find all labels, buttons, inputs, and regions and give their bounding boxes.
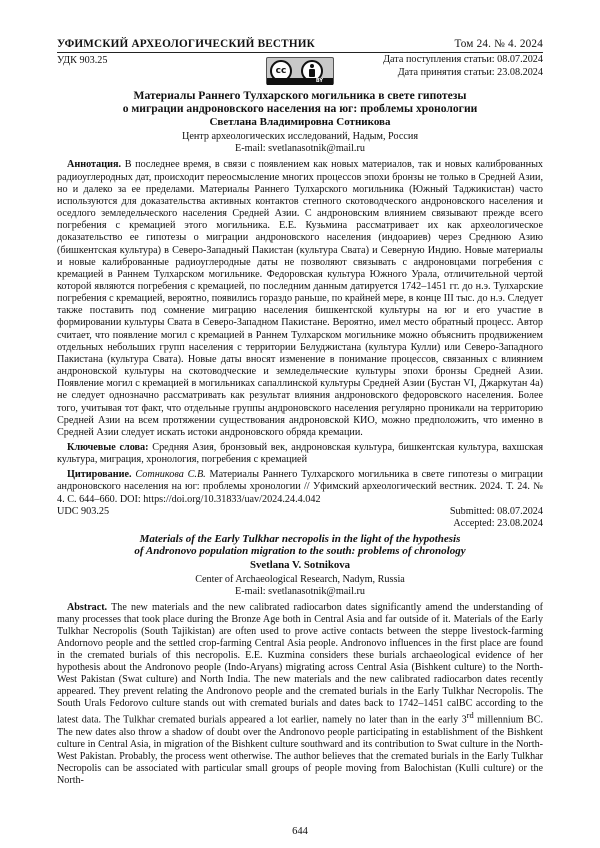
keywords-ru — [57, 442, 543, 466]
submitted-date: Submitted: 08.07.2024 — [449, 505, 543, 517]
citation-author: Сотникова С.В. — [135, 469, 206, 481]
page-number: 644 — [292, 826, 308, 837]
abstract-label: Аннотация. — [67, 159, 122, 171]
title-line: Материалы Раннего Тулхарского могильника в свете гипотезы — [133, 89, 467, 102]
title-line: of Andronovo population migration to the south: problems of chronology — [134, 545, 466, 558]
keywords-text: Средняя Азия, бронзовый век, андроновская культура, бишкентская культура, вахшская культура, миграция, хронология, погребения с кремацией — [57, 442, 544, 466]
abstract-label: Abstract. — [67, 602, 108, 614]
superscript-rd: rd — [466, 711, 474, 721]
udk-code: УДК 903.25 — [57, 55, 108, 66]
affiliation-text: Центр археологических исследований, Надым, Россия — [181, 131, 419, 142]
affiliation-ru — [57, 131, 543, 155]
meta-ru — [57, 53, 543, 87]
author-email[interactable]: E-mail: svetlanasotnik@mail.ru — [235, 143, 365, 155]
article-dates — [383, 54, 543, 79]
affiliation-en — [57, 574, 543, 598]
cc-by-license-badge[interactable] — [266, 57, 334, 85]
meta-en — [57, 506, 543, 530]
affiliation-text: Center of Archaeological Research, Nadym, Russia — [195, 573, 405, 585]
license-by-label: BY — [267, 78, 333, 85]
abstract-ru — [57, 159, 543, 439]
title-line: Materials of the Early Tulkhar necropolis in the light of the hypothesis — [139, 532, 461, 545]
article-title-ru — [57, 89, 543, 115]
accepted-date-en: Accepted: 23.08.2024 — [453, 518, 543, 530]
creative-commons-icon: cc — [270, 60, 292, 82]
article-dates-en — [450, 506, 543, 531]
running-header — [57, 38, 543, 50]
udc-code: UDC 903.25 — [57, 505, 110, 517]
abstract-en — [57, 602, 543, 786]
author-name-ru: Светлана Владимировна Сотникова — [209, 116, 391, 128]
article-page — [57, 38, 543, 787]
accepted-date: Дата принятия статьи: 23.08.2024 — [397, 66, 543, 78]
citation-label: Цитирование. — [67, 469, 132, 481]
journal-title: УФИМСКИЙ АРХЕОЛОГИЧЕСКИЙ ВЕСТНИК — [57, 38, 315, 50]
abstract-text: В последнее время, в связи с появлением как новых материалов, так и новых калиброванных радиоуглеродных дат, происходит переосмысление многих процессов эпохи бронзы не только в Средней Азии, но и далеко за ее пределами. Материалы Раннего Тулхарского могильника (Южный Таджикистан) часто используются для доказательства активных контактов степного скотоводческого андроновского населения и оседлого земледельческого населения Средней Азии. С андроновским влиянием связывают прежде всего погребения с кремацией этого могильника. Е.Е. Кузьмина рассматривает их как археологическое доказательство ее гипотезы о миграции андроновского населения (индоариев) через Среднюю Азию (бишкентская культура) в Северо-Западный Пакистан (культура Свата) и Северную Индию. Новые материалы и новые калиброванные радиоуглеродные даты не позволяют связывать с андроновцами погребения с кремацией в Раннем Тулхарском могильнике. Федоровская культура Южного Урала, отличительной чертой которой являются погребения с кремацией, по последним данным датируется 1742–1451 гг. до н.э. Тулхарские погребения с кремацией, вероятно, появились гораздо раньше, по крайней мере, в конце III тыс. до н.э. Следует также поставить под сомнение миграцию населения бишкентской культуры на юг и его участие в формировании культуры Свата в Северо-Западном Пакистане. Вероятно, имел место обратный процесс. Автор считает, что появление могил с кремацией в Раннем Тулхарском могильнике можно объяснить продвижением отдельных небольших групп населения с территории Белуджистана (культура Кулли) или Северо-Западного Пакистана (культура Свата). Новые даты вносят изменение в понимание процессов, связанных с влиянием андроновской культуры на скотоводческие и земледельческие культуры эпохи бронзы Средней Азии. Появление могил с кремацией в могильниках сапаллинской культуры Средней Азии (Бустан VI, Джаркутан 4а) не следует однозначно рассматривать как результат влияния андроновского федоровского населения. Более того, учитывая тот факт, что отдельные группы андроновского населения регулярно проникали на территорию Средней Азии на всем протяжении существования андроновской КИО, можно предположить, что именно в Средней Азии следует искать истоки андроновского обряда кремации. — [57, 159, 544, 438]
title-line: о миграции андроновского населения на юг: проблемы хронологии — [122, 102, 478, 115]
article-title-en — [57, 533, 543, 558]
author-email[interactable]: E-mail: svetlanasotnik@mail.ru — [235, 585, 365, 597]
citation-ru — [57, 469, 543, 505]
abstract-text: The new materials and the new calibrated radiocarbon dates significantly amend the understanding of many processes that took place during the Bronze Age both in Central Asia and far outside of it. Materials of the Early Tulkhar Necropolis (South Tajikistan) are often used to prove active contacts between the steppe livestock-farming Andornovo people and the settled crop-farming Central Asia people. Andronovo influences in the first place are found in the cremated burials of this necropolis. E.E. Kuzmina considers these burials archaeological evidence of her hypothesis about the Andronovo people (Indo-Aryans) migrating across Central Asia (Bishkent culture) to the North-West Pakistan (Swat culture) and North India. The new materials and the new calibrated radiocarbon dates recently appeared. They prevent relating the Andronovo people and the cremated burials in the Early Tulkhar Necropolis. The South Urals Fedorovo culture stands out with cremated burials and dates back to 1742–1451 calBC according to the latest data. The Tulkhar cremated burials appeared a lot earlier, namely no later than in the early 3 — [57, 602, 543, 726]
author-name-en: Svetlana V. Sotnikova — [249, 558, 351, 571]
volume-issue: Том 24. № 4. 2024 — [454, 38, 543, 50]
abstract-text-cont: millennium BC. The new dates also throw a shadow of doubt over the Andronovo people participating in establishment of the Bishkent culture in Central Asia, in migration of the Bishkent culture southward and its contribution to Swat culture in the North-West Pakistan. Probably, the process went otherwise. The author believes that the cremated burials in the Early Tulkhar Necropolis can be associated with particular small groups of people moving from Balochistan (Kulli culture) or the North- — [57, 714, 543, 786]
keywords-label: Ключевые слова: — [67, 442, 149, 453]
received-date: Дата поступления статьи: 08.07.2024 — [383, 54, 543, 65]
citation-text[interactable]: Материалы Раннего Тулхарского могильника в свете гипотезы о миграции андроновского населения на юг: проблемы хронологии // Уфимский археологический вестник. 2024. Т. 24. № 4. С. 644–660. DOI: https://doi.org/10.31833/uav/2024.24.4.042 — [57, 469, 544, 505]
